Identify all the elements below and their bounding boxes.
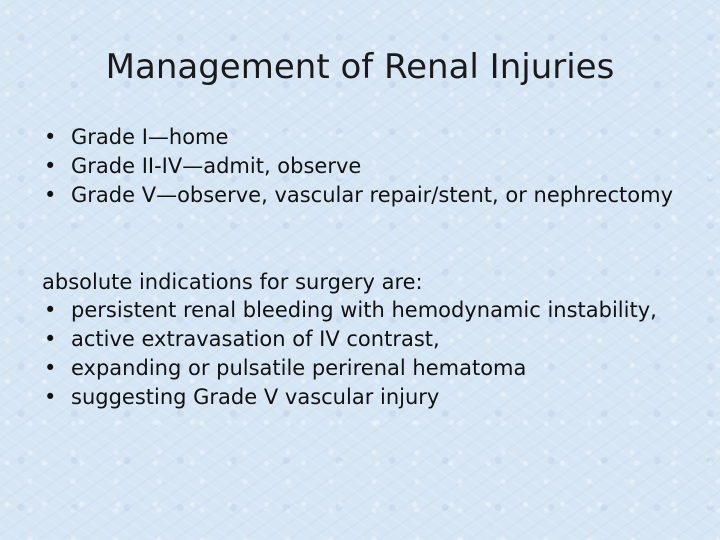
list-item	[42, 356, 682, 380]
bullet: •	[44, 125, 57, 149]
slide-title: Management of Renal Injuries	[105, 47, 615, 87]
indications-intro: absolute indications for surgery are:	[42, 270, 423, 294]
list-item-text: Grade V—observe, vascular repair/stent, or nephrectomy	[71, 183, 673, 207]
bullet: •	[44, 327, 57, 351]
bullet: •	[44, 183, 57, 207]
list-item-text: expanding or pulsatile perirenal hematoma	[71, 356, 527, 380]
list-item	[42, 298, 682, 322]
list-item	[42, 125, 682, 149]
list-item	[42, 327, 682, 351]
grade-list-block	[42, 125, 682, 212]
bullet: •	[44, 385, 57, 409]
list-item	[42, 183, 682, 207]
list-item	[42, 385, 682, 409]
bullet: •	[44, 356, 57, 380]
list-item-text: Grade I—home	[71, 125, 229, 149]
bullet: •	[44, 298, 57, 322]
list-item	[42, 154, 682, 178]
indications-list	[42, 298, 682, 409]
grade-list	[42, 125, 682, 207]
list-item-text: persistent renal bleeding with hemodynamic instability,	[71, 298, 657, 322]
indications-block	[42, 268, 682, 414]
bullet: •	[44, 154, 57, 178]
list-item-text: active extravasation of IV contrast,	[71, 327, 440, 351]
list-item-text: Grade II-IV—admit, observe	[71, 154, 362, 178]
list-item-text: suggesting Grade V vascular injury	[71, 385, 440, 409]
